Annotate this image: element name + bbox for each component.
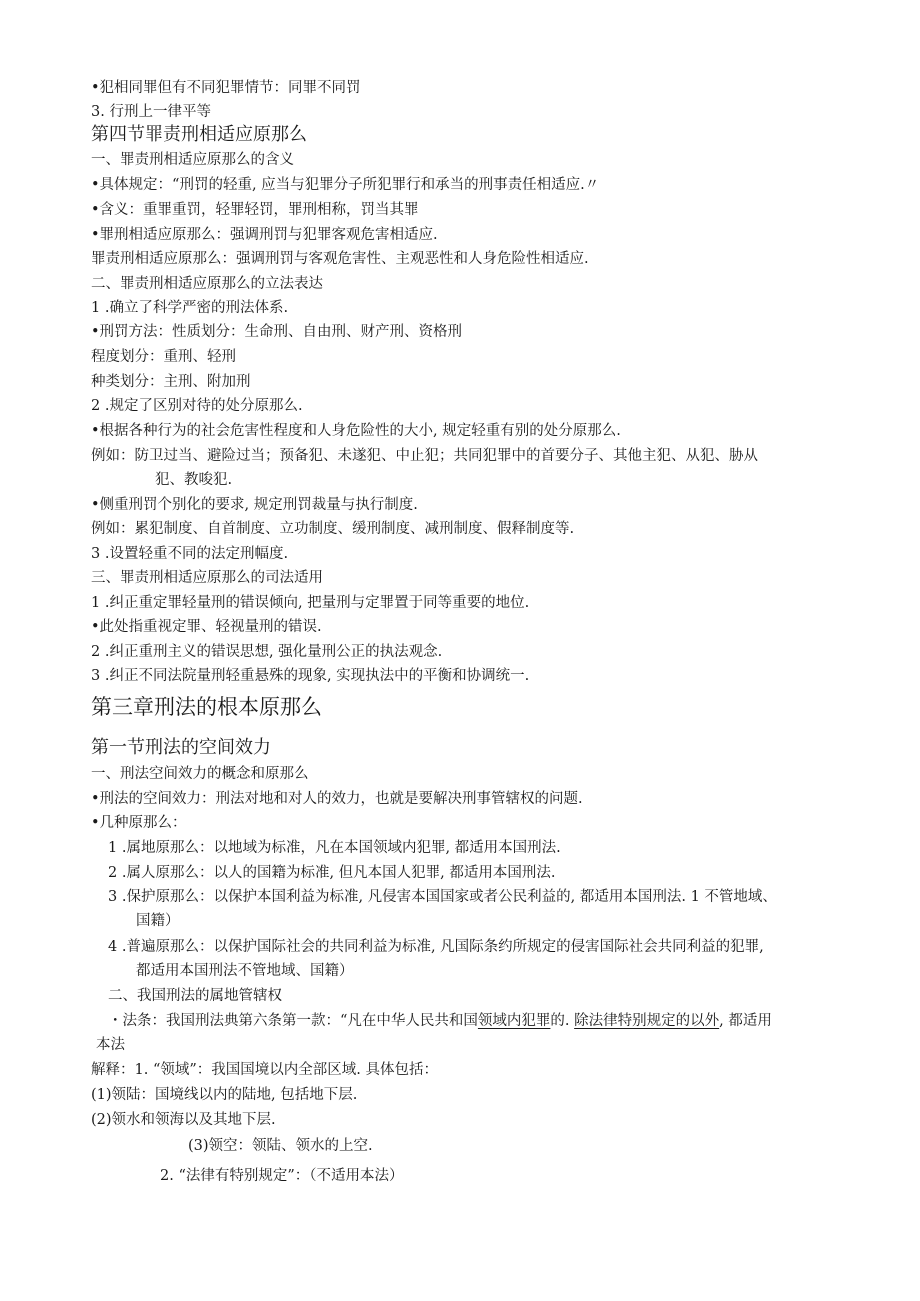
list-item: 4 .普遍原那么：以保护国际社会的共同利益为标准, 凡国际条约所规定的侵害国际社会共同利益的犯罪, (108, 939, 764, 955)
list-item: 1 .属地原那么：以地域为标准，凡在本国领域内犯罪, 都适用本国刑法. (108, 840, 561, 856)
subsection-heading: 二、罪责刑相适应原那么的立法表达 (91, 276, 323, 292)
text-line: 都适用本国刑法不管地域、国籍） (136, 963, 354, 979)
list-item: (2)领水和领海以及其地下层. (91, 1112, 276, 1128)
list-item: (3)领空：领陆、领水的上空. (188, 1138, 373, 1154)
list-item: 1 .确立了科学严密的刑法体系. (91, 300, 289, 316)
list-item: (1)领陆：国境线以内的陆地, 包括地下层. (91, 1087, 358, 1103)
text-line: 例如：累犯制度、自首制度、立功制度、缓刑制度、减刑制度、假释制度等. (91, 521, 575, 537)
list-item: 2. “法律有特别规定”：（不适用本法） (160, 1168, 404, 1184)
statute-text: ・法条：我国刑法典第六条第一款：“凡在中华人民共和国 (108, 1013, 478, 1029)
text-line: 国籍） (136, 913, 180, 929)
statute-text: , 都适用 (719, 1013, 772, 1029)
text-line: 罪责刑相适应原那么：强调刑罚与客观危害性、主观恶性和人身危险性相适应. (91, 251, 589, 267)
text-line: •几种原那么： (91, 815, 187, 831)
text-line: 种类划分：主刑、附加刑 (91, 374, 251, 390)
text-line: 犯、教唆犯. (155, 472, 233, 488)
text-line: •犯相同罪但有不同犯罪情节：同罪不同罚 (91, 80, 361, 96)
text-line: 解释：1. “领域”：我国国境以内全部区域. 具体包括： (91, 1062, 438, 1078)
underlined-phrase: 除法律特别规定的以外 (574, 1013, 720, 1029)
list-item: 2 .规定了区别对待的处分原那么. (91, 398, 303, 414)
text-line: •含义：重罪重罚，轻罪轻罚，罪刑相称，罚当其罪 (91, 202, 419, 218)
text-line: 本法 (96, 1037, 125, 1053)
list-item: 2 .纠正重刑主义的错误思想, 强化量刑公正的执法观念. (91, 644, 443, 660)
list-item: 3 .设置轻重不同的法定刑幅度. (91, 546, 289, 562)
list-item: 3 .保护原那么：以保护本国利益为标准, 凡侵害本国国家或者公民利益的, 都适用本国刑法. 1 不管地域、 (108, 889, 777, 905)
subsection-heading: 一、刑法空间效力的概念和原那么 (91, 766, 309, 782)
underlined-phrase: 领域内犯罪 (477, 1013, 551, 1029)
text-line: •侧重刑罚个别化的要求, 规定刑罚裁量与执行制度. (91, 497, 418, 513)
subsection-heading: 二、我国刑法的属地管辖权 (108, 988, 282, 1004)
text-line: •此处指重视定罪、轻视量刑的错误. (91, 619, 322, 635)
text-line: •具体规定：“刑罚的轻重, 应当与犯罪分子所犯罪行和承当的刑事责任相适应.〃 (91, 177, 600, 193)
section-heading: 第一节刑法的空间效力 (91, 737, 271, 758)
list-item: 2 .属人原那么：以人的国籍为标准, 但凡本国人犯罪, 都适用本国刑法. (108, 865, 556, 881)
subsection-heading: 一、罪责刑相适应原那么的含义 (91, 152, 294, 168)
subsection-heading: 三、罪责刑相适应原那么的司法适用 (91, 570, 323, 586)
list-item: 3. 行刑上一律平等 (91, 104, 211, 120)
section-heading: 第四节罪责刑相适应原那么 (91, 124, 307, 145)
text-line: •罪刑相适应原那么：强调刑罚与犯罪客观危害相适应. (91, 227, 438, 243)
text-line: •刑罚方法：性质划分：生命刑、自由刑、财产刑、资格刑 (91, 324, 463, 340)
chapter-heading: 第三章刑法的根本原那么 (91, 695, 322, 719)
statute-line (108, 1011, 772, 1031)
text-line: 例如：防卫过当、避险过当；预备犯、未遂犯、中止犯；共同犯罪中的首要分子、其他主犯、从犯、胁从 (91, 448, 758, 464)
list-item: 3 .纠正不同法院量刑轻重悬殊的现象, 实现执法中的平衡和协调统一. (91, 668, 530, 684)
text-line: •刑法的空间效力：刑法对地和对人的效力，也就是要解决刑事管辖权的问题. (91, 791, 583, 807)
list-item: 1 .纠正重定罪轻量刑的错误倾向, 把量刑与定罪置于同等重要的地位. (91, 595, 530, 611)
statute-text: 的. (550, 1013, 575, 1029)
text-line: •根据各种行为的社会危害性程度和人身危险性的大小, 规定轻重有别的处分原那么. (91, 423, 621, 439)
text-line: 程度划分：重刑、轻刑 (91, 349, 236, 365)
